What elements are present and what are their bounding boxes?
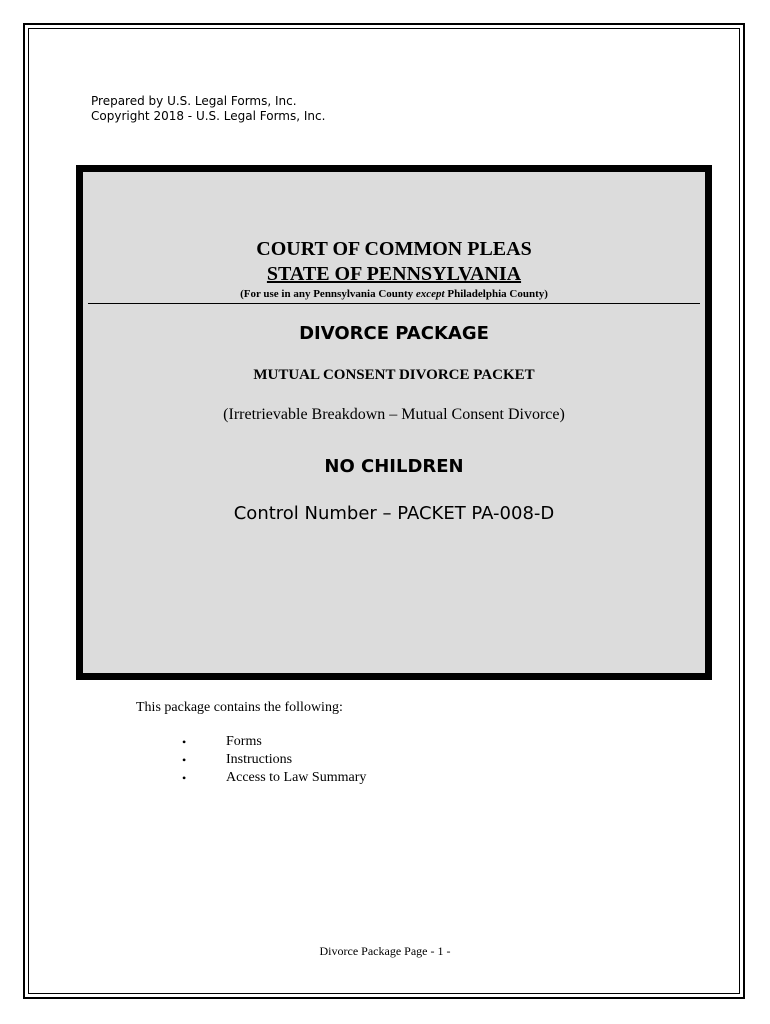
court-title: COURT OF COMMON PLEAS bbox=[256, 238, 532, 260]
preparer-block bbox=[91, 94, 325, 124]
bullet-icon: • bbox=[182, 771, 187, 785]
ground-note: (Irretrievable Breakdown – Mutual Consent Divorce) bbox=[223, 406, 565, 423]
bullet-icon: • bbox=[182, 753, 187, 767]
bullet-icon: • bbox=[182, 735, 187, 749]
list-item-label: Instructions bbox=[226, 752, 293, 767]
page-footer: Divorce Package Page - 1 - bbox=[319, 944, 451, 958]
county-note bbox=[83, 288, 705, 301]
copyright-line: Copyright 2018 - U.S. Legal Forms, Inc. bbox=[91, 109, 326, 123]
list-item bbox=[178, 733, 366, 751]
cover-box bbox=[76, 165, 712, 680]
contents-list bbox=[178, 733, 366, 787]
package-title: DIVORCE PACKAGE bbox=[299, 323, 489, 344]
title-divider bbox=[88, 303, 700, 304]
list-item bbox=[178, 751, 366, 769]
state-title: STATE OF PENNSYLVANIA bbox=[266, 263, 522, 285]
county-note-emphasis: except bbox=[415, 288, 445, 300]
children-title: NO CHILDREN bbox=[324, 456, 464, 477]
county-note-pre: (For use in any Pennsylvania County bbox=[240, 288, 416, 300]
contents-intro: This package contains the following: bbox=[136, 700, 343, 715]
list-item bbox=[178, 769, 366, 787]
packet-title: MUTUAL CONSENT DIVORCE PACKET bbox=[253, 367, 535, 383]
prepared-by-line: Prepared by U.S. Legal Forms, Inc. bbox=[91, 94, 297, 108]
county-note-post: Philadelphia County) bbox=[444, 288, 548, 300]
list-item-label: Access to Law Summary bbox=[226, 770, 367, 785]
control-number: Control Number – PACKET PA-008-D bbox=[233, 503, 555, 524]
list-item-label: Forms bbox=[226, 734, 262, 749]
